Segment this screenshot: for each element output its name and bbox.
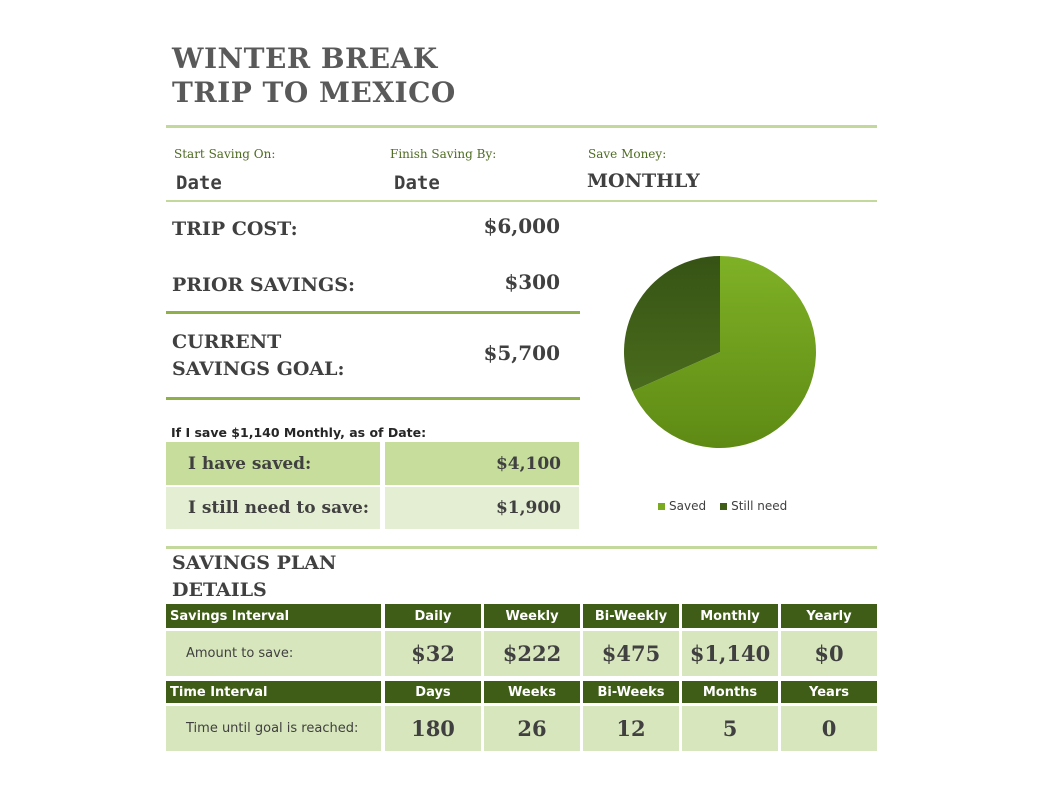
finish-saving-label: Finish Saving By:: [390, 147, 497, 161]
col-weekly: Weekly: [484, 604, 580, 628]
time-weeks: 26: [484, 706, 580, 751]
amount-bi-weekly: $475: [583, 631, 679, 676]
divider: [166, 397, 580, 400]
saved-label: I have saved:: [188, 453, 312, 474]
saved-value-box: [385, 442, 579, 485]
time-days: 180: [385, 706, 481, 751]
still-need-label-box: [166, 487, 380, 529]
trip-cost-value[interactable]: $6,000: [483, 214, 560, 238]
page-title: [172, 42, 456, 110]
start-saving-date[interactable]: Date: [176, 172, 222, 194]
time-interval-header: Time Interval: [166, 681, 381, 703]
plan-title-line-2: DETAILS: [172, 579, 267, 601]
prior-savings-label: PRIOR SAVINGS:: [172, 274, 355, 296]
savings-pie-chart: [618, 250, 822, 454]
start-saving-label: Start Saving On:: [174, 147, 276, 161]
legend-label-still-need: Still need: [731, 499, 788, 513]
still-need-value: $1,900: [495, 498, 561, 518]
progress-note: If I save $1,140 Monthly, as of Date:: [171, 425, 427, 440]
col-bi-weeks: Bi-Weeks: [583, 681, 679, 703]
amount-monthly: $1,140: [682, 631, 778, 676]
current-savings-goal-label: [172, 329, 345, 383]
col-yearly: Yearly: [781, 604, 877, 628]
amount-row-label: Amount to save:: [166, 631, 381, 676]
divider: [166, 311, 580, 314]
save-money-label: Save Money:: [588, 147, 667, 161]
prior-savings-value[interactable]: $300: [504, 270, 560, 294]
col-days: Days: [385, 681, 481, 703]
savings-interval-header: Savings Interval: [166, 604, 381, 628]
goal-label-line-2: SAVINGS GOAL:: [172, 358, 345, 380]
divider: [166, 200, 877, 202]
col-bi-weekly: Bi-Weekly: [583, 604, 679, 628]
still-need-label: I still need to save:: [188, 498, 370, 518]
time-row-label: Time until goal is reached:: [166, 706, 381, 751]
amount-weekly: $222: [484, 631, 580, 676]
plan-title: [172, 550, 336, 604]
goal-label-line-1: CURRENT: [172, 331, 282, 353]
legend-label-saved: Saved: [669, 499, 707, 513]
col-monthly: Monthly: [682, 604, 778, 628]
divider: [166, 125, 877, 128]
title-line-1: WINTER BREAK: [172, 42, 438, 75]
divider: [166, 546, 877, 549]
col-weeks: Weeks: [484, 681, 580, 703]
time-bi-weeks: 12: [583, 706, 679, 751]
chart-legend: [658, 499, 787, 513]
time-months: 5: [682, 706, 778, 751]
time-years: 0: [781, 706, 877, 751]
saved-label-box: [166, 442, 380, 485]
finish-saving-date[interactable]: Date: [394, 172, 440, 194]
title-line-2: TRIP TO MEXICO: [172, 76, 456, 109]
current-savings-goal-value: $5,700: [483, 341, 560, 365]
trip-cost-label: TRIP COST:: [172, 218, 298, 240]
plan-title-line-1: SAVINGS PLAN: [172, 552, 337, 574]
col-years: Years: [781, 681, 877, 703]
still-need-value-box: [385, 487, 579, 529]
amount-yearly: $0: [781, 631, 877, 676]
amount-daily: $32: [385, 631, 481, 676]
save-frequency-value[interactable]: MONTHLY: [587, 170, 700, 192]
saved-value: $4,100: [495, 453, 561, 474]
col-daily: Daily: [385, 604, 481, 628]
legend-swatch-still-need: [720, 503, 727, 510]
col-months: Months: [682, 681, 778, 703]
legend-swatch-saved: [658, 503, 665, 510]
